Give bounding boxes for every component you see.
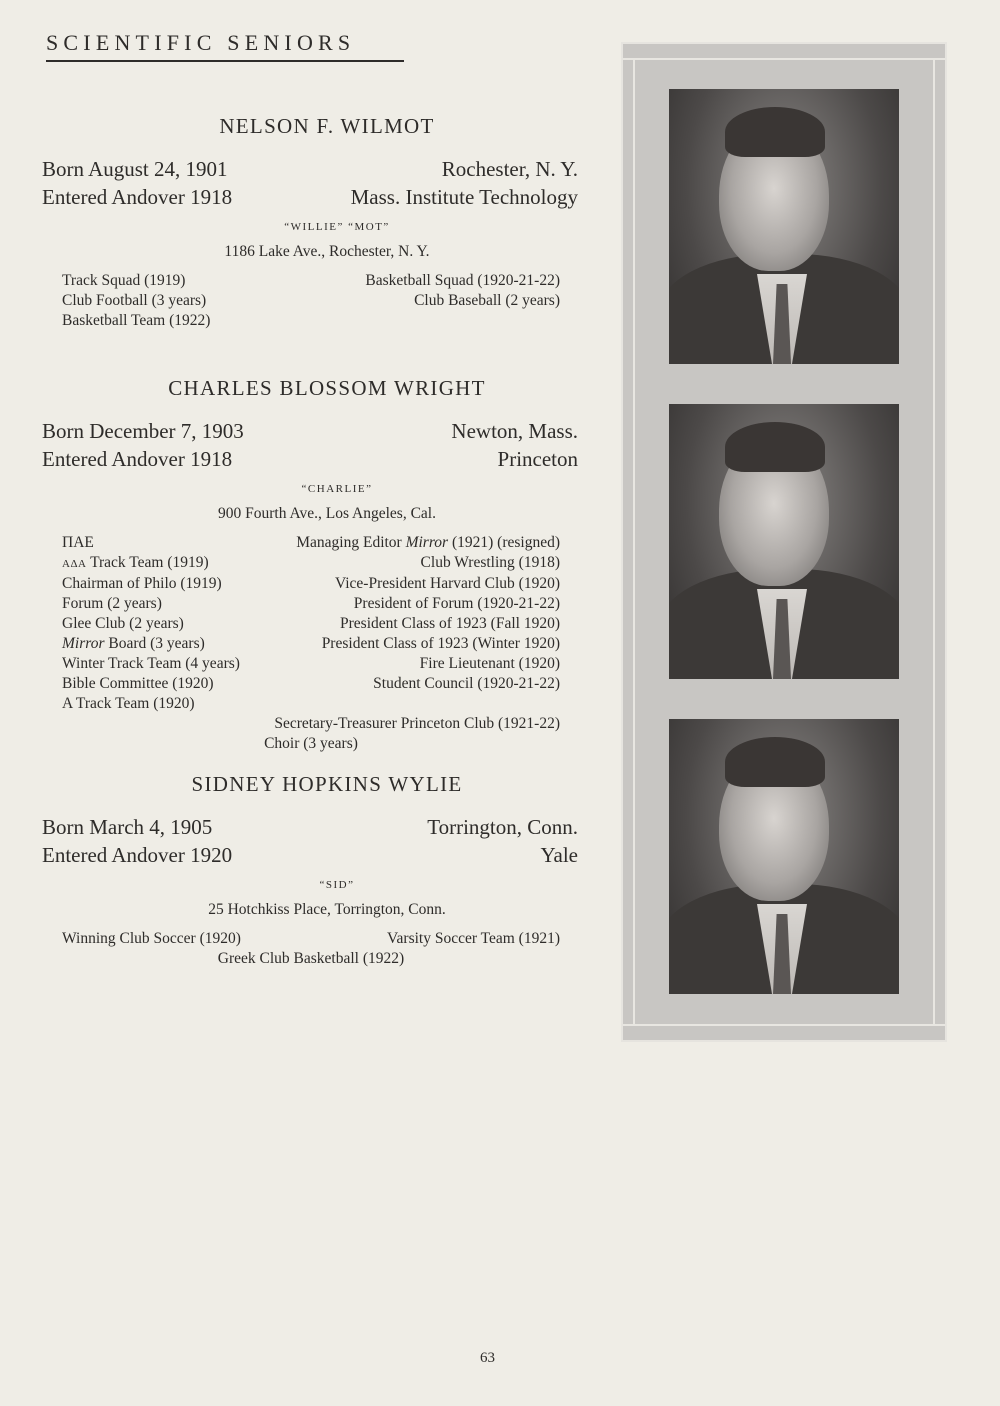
section-title: SCIENTIFIC SENIORS xyxy=(46,30,404,62)
born-row xyxy=(42,417,582,445)
portrait-photo-wilmot xyxy=(669,89,899,364)
activity: Glee Club (2 years) xyxy=(62,615,184,632)
panel-rule xyxy=(623,58,945,60)
activity: Mirror Board (3 years) xyxy=(62,635,205,652)
activity: Basketball Team (1922) xyxy=(62,312,211,329)
entered-year: Entered Andover 1918 xyxy=(42,447,233,471)
nicknames: “SID” xyxy=(319,879,355,891)
activity: Secretary-Treasurer Princeton Club (1921-22) xyxy=(274,715,560,732)
photo-hair xyxy=(725,422,825,472)
activity: AΔA Track Team (1919) xyxy=(62,554,209,571)
activity: ΠAE xyxy=(62,534,94,551)
activity: Fire Lieutenant (1920) xyxy=(419,655,560,672)
college: Princeton xyxy=(497,447,578,471)
panel-rule xyxy=(623,1024,945,1026)
senior-entry-wylie xyxy=(42,772,582,969)
page-number: 63 xyxy=(480,1350,495,1366)
senior-name: CHARLES BLOSSOM WRIGHT xyxy=(168,376,486,400)
senior-name: NELSON F. WILMOT xyxy=(219,114,435,138)
activity: Basketball Squad (1920-21-22) xyxy=(365,272,560,289)
born-row xyxy=(42,155,582,183)
entered-row xyxy=(42,183,582,211)
activity: Vice-President Harvard Club (1920) xyxy=(334,575,560,592)
activity: Club Football (3 years) xyxy=(62,292,207,309)
activity: Club Wrestling (1918) xyxy=(420,554,560,571)
activity: President Class of 1923 (Fall 1920) xyxy=(340,615,560,632)
activity: President Class of 1923 (Winter 1920) xyxy=(321,635,560,652)
activity: Student Council (1920-21-22) xyxy=(373,675,560,692)
activity: President of Forum (1920-21-22) xyxy=(353,595,560,612)
activity: Forum (2 years) xyxy=(62,595,162,612)
photo-hair xyxy=(725,107,825,157)
address: 1186 Lake Ave., Rochester, N. Y. xyxy=(224,243,430,260)
address: 900 Fourth Ave., Los Angeles, Cal. xyxy=(218,505,436,522)
senior-entry-wright xyxy=(42,376,582,754)
entered-row xyxy=(42,841,582,869)
activity: Managing Editor Mirror (1921) (resigned) xyxy=(296,534,560,551)
portrait-photo-wright xyxy=(669,404,899,679)
nicknames: “CHARLIE” xyxy=(301,483,373,495)
activity: Bible Committee (1920) xyxy=(62,675,214,692)
senior-name: SIDNEY HOPKINS WYLIE xyxy=(191,772,463,796)
activity: Winter Track Team (4 years) xyxy=(62,655,240,672)
address: 25 Hotchkiss Place, Torrington, Conn. xyxy=(208,901,446,918)
activity: Track Squad (1919) xyxy=(62,272,186,289)
college: Mass. Institute Technology xyxy=(350,185,578,209)
activity: Greek Club Basketball (1922) xyxy=(217,950,405,967)
entered-year: Entered Andover 1918 xyxy=(42,185,233,209)
photo-hair xyxy=(725,737,825,787)
activity: Winning Club Soccer (1920) xyxy=(62,930,241,947)
activities xyxy=(42,929,582,969)
hometown: Newton, Mass. xyxy=(451,419,578,443)
college: Yale xyxy=(540,843,578,867)
birth-date: Born August 24, 1901 xyxy=(42,157,228,181)
activity: A Track Team (1920) xyxy=(62,695,195,712)
entered-year: Entered Andover 1920 xyxy=(42,843,233,867)
activity: Choir (3 years) xyxy=(264,735,358,752)
nicknames: “WILLIE” “MOT” xyxy=(284,221,390,233)
hometown: Torrington, Conn. xyxy=(427,815,578,839)
senior-entry-wilmot xyxy=(42,114,582,331)
hometown: Rochester, N. Y. xyxy=(441,157,578,181)
activity: Club Baseball (2 years) xyxy=(414,292,560,309)
born-row xyxy=(42,813,582,841)
portrait-photo-wylie xyxy=(669,719,899,994)
activities xyxy=(42,271,582,331)
activities xyxy=(42,533,582,754)
activity: Varsity Soccer Team (1921) xyxy=(387,930,560,947)
birth-date: Born December 7, 1903 xyxy=(42,419,244,443)
activity: Chairman of Philo (1919) xyxy=(62,575,222,592)
birth-date: Born March 4, 1905 xyxy=(42,815,213,839)
entered-row xyxy=(42,445,582,473)
